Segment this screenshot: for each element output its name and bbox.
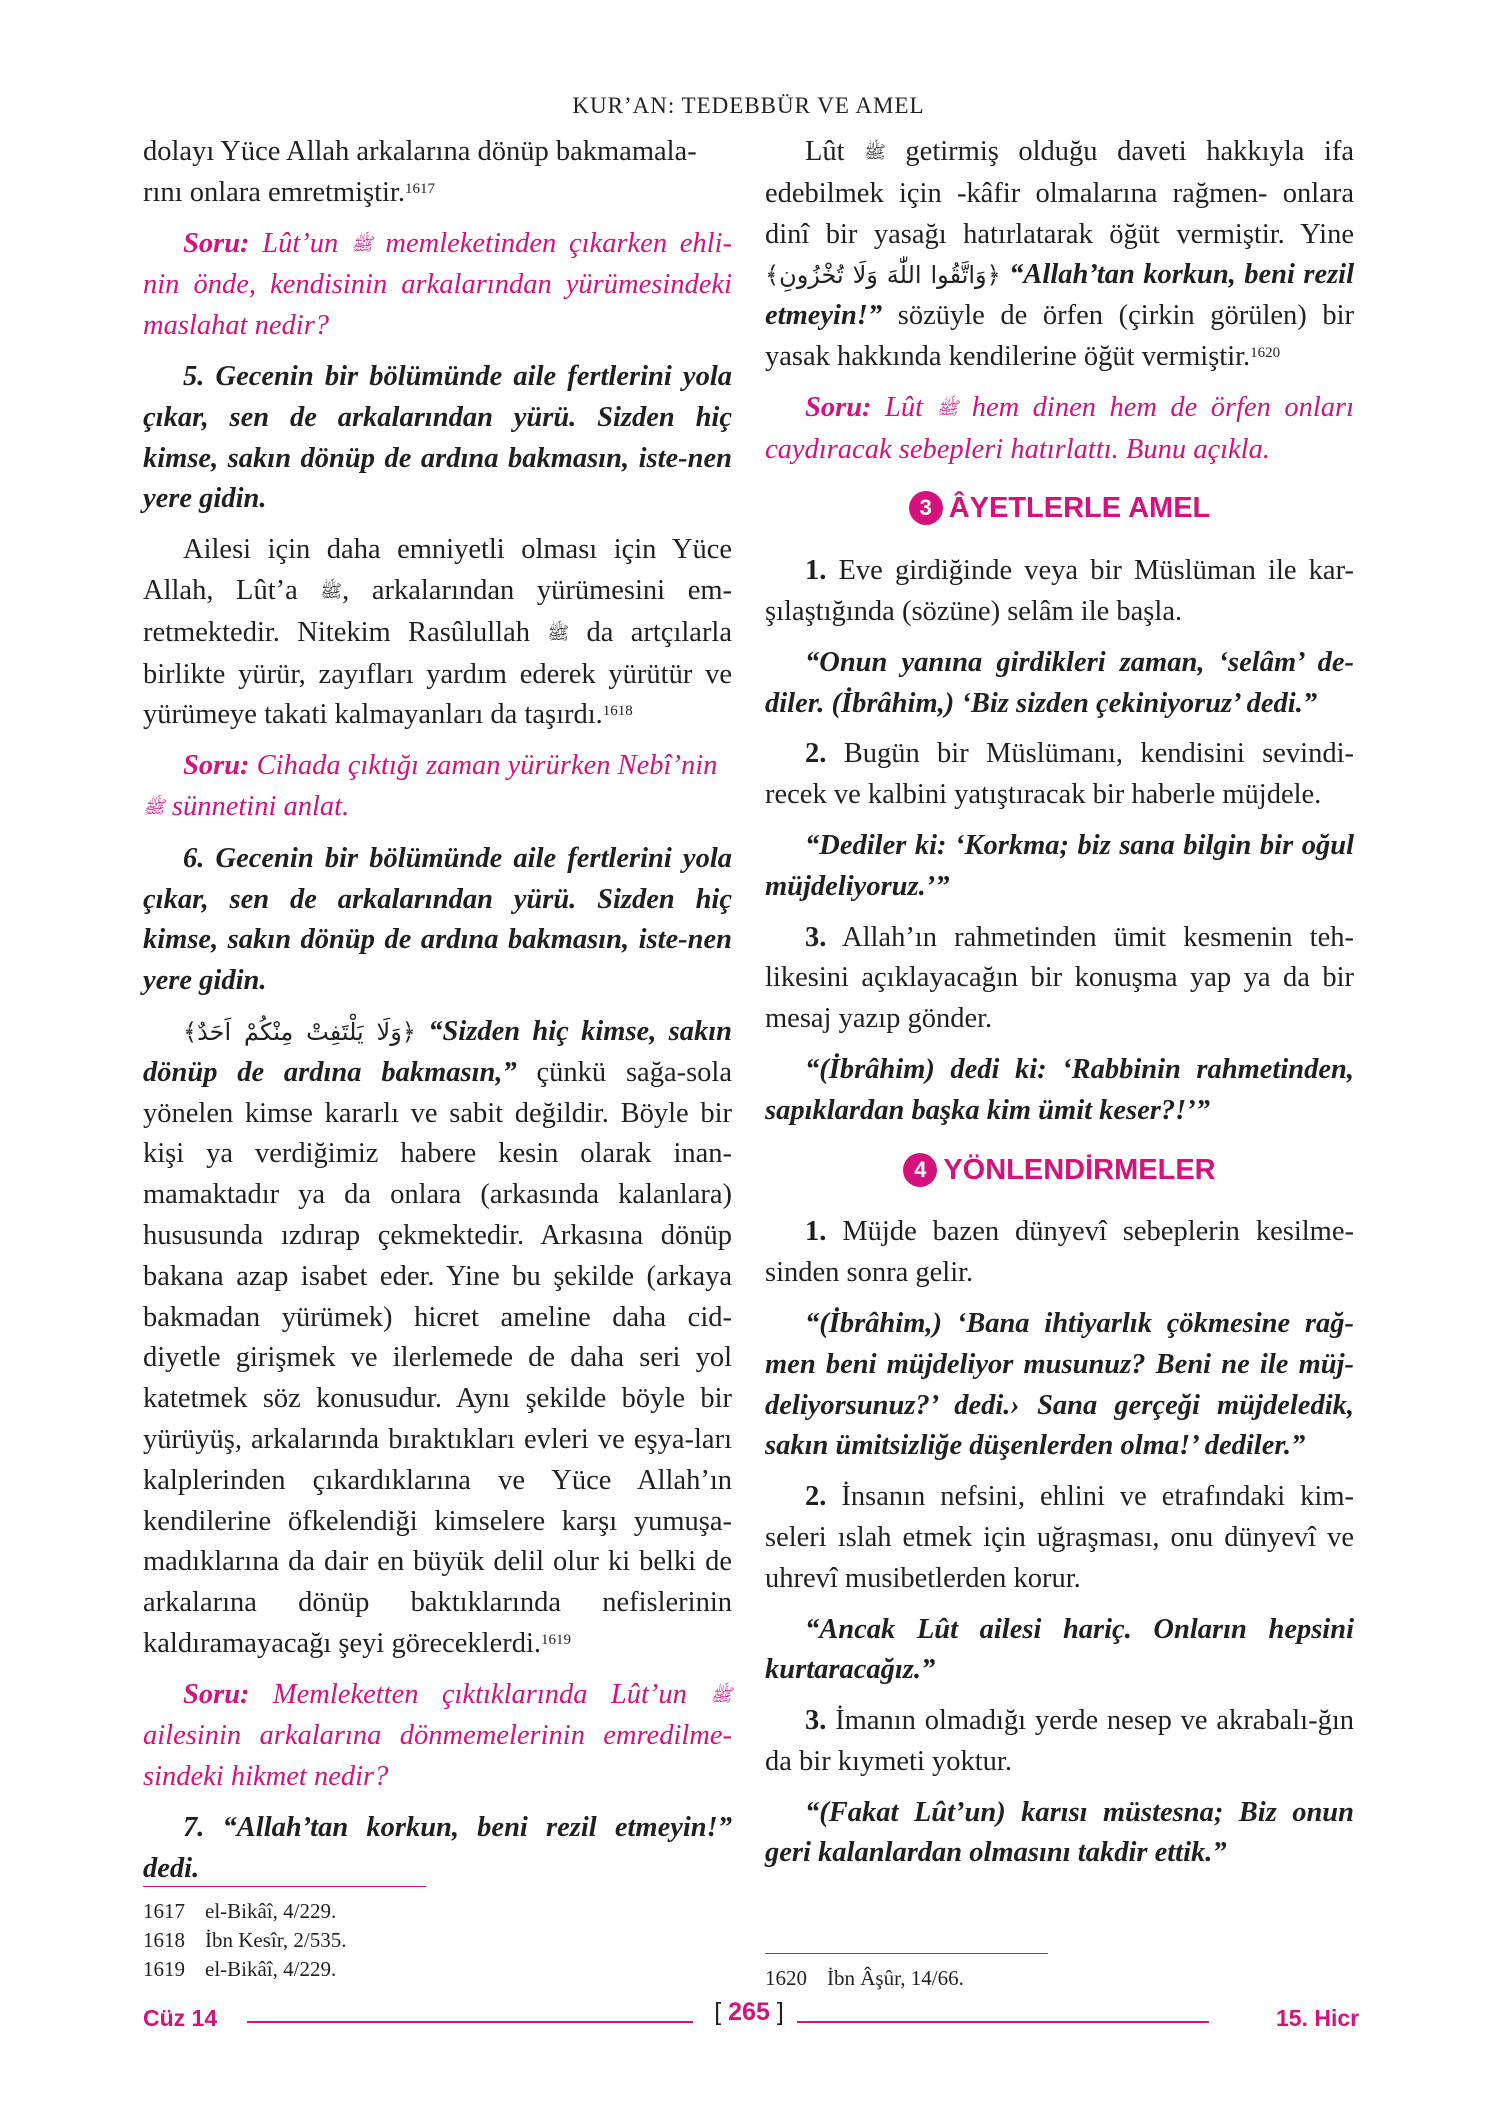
footnote-ref: 1617	[404, 180, 435, 197]
question: Soru: Memleketten çıktıklarında Lût’un ﷺ ailesinin arkalarına dönmemelerinin emredilme-sindeki hikmet nedir?	[143, 1678, 733, 1793]
section-number-badge: 3	[909, 491, 943, 525]
section-heading: 4 YÖNLENDİRMELER	[765, 1150, 1354, 1191]
salawat-icon: ﷺ	[710, 1684, 733, 1706]
question: Soru: Cihada çıktığı zaman yürürken Nebî’nin ﷺ sünnetini anlat.	[143, 750, 718, 822]
salawat-icon: ﷺ	[350, 233, 373, 255]
footnote: 1618 İbn Kesîr, 2/535.	[143, 1928, 347, 1952]
footer-rule-left	[247, 2021, 693, 2023]
verse-quote: “(İbrâhim,) ‘Bana ihtiyarlık çökmesine rağ-men beni müjdeliyor musunuz? Beni ne ile müj-deliyorsunuz?’ dedi.› Sana gerçeği müjdeledik, sakın ümitsizliğe düşenlerden olma!’ dediler.”	[765, 1307, 1354, 1462]
list-item: 1. Müjde bazen dünyevî sebeplerin kesilme-sinden sonra gelir.	[765, 1216, 1354, 1289]
arabic-verse: ﴿وَلَا يَلْتَفِتْ مِنْكُمْ اَحَدٌ﴾	[183, 1017, 416, 1046]
footnote-rule	[765, 1953, 1048, 1954]
list-item: 2. İnsanın nefsini, ehlini ve etrafındaki kim-seleri ıslah etmek için uğraşması, onu dünyevî ve uhrevî musibetlerden korur.	[765, 1481, 1354, 1594]
salawat-icon: ﷺ	[143, 796, 165, 818]
section-number-badge: 4	[903, 1153, 937, 1187]
list-item: 3. İmanın olmadığı yerde nesep ve akrabalı-ğın da bir kıymeti yoktur.	[765, 1705, 1354, 1777]
verse-quote: “Onun yanına girdikleri zaman, ‘selâm’ de-diler. (İbrâhim,) ‘Biz sizden çekiniyoruz’ dedi.”	[765, 646, 1354, 719]
page-number: [ 265 ]	[714, 1998, 784, 2026]
list-item: 2. Bugün bir Müslümanı, kendisini sevindi-recek ve kalbini yatıştıracak bir haberle müjdele.	[765, 738, 1354, 811]
verse-quote: “Ancak Lût ailesi hariç. Onların hepsini kurtaracağız.”	[765, 1613, 1354, 1686]
arabic-verse: ﴿وَاتَّقُوا اللّٰهَ وَلَا تُخْزُونِ﴾	[765, 261, 1001, 290]
footnote-ref: 1619	[541, 1631, 572, 1648]
footnote-ref: 1620	[1250, 344, 1281, 361]
footer-rule-right	[797, 2021, 1209, 2023]
right-column	[765, 132, 1354, 1884]
list-item: 3. Allah’ın rahmetinden ümit kesmenin teh-likesini açıklayacağın bir konuşma yap ya da bir mesaj yazıp gönder.	[765, 921, 1354, 1035]
footnote: 1617 el-Bikâî, 4/229.	[143, 1899, 337, 1923]
footnote: 1619 el-Bikâî, 4/229.	[143, 1957, 337, 1981]
footnotes-left	[143, 1897, 346, 1984]
footnote-rule	[143, 1886, 426, 1887]
surah-label: 15. Hicr	[1276, 2005, 1360, 2031]
paragraph: Ailesi için daha emniyetli olması için Yüce Allah, Lût’a ﷺ, arkalarından yürümesini em-retmektedir. Nitekim Rasûlullah ﷺ da artçılarla birlikte yürür, zayıfları yardım ederek yürütür ve yürümeye takati kalmayanları da taşırdı.$^{1618}$	[143, 534, 733, 731]
list-item: 1. Eve girdiğinde veya bir Müslüman ile kar-şılaştığında (sözüne) selâm ile başla.	[765, 555, 1354, 627]
footnote: 1620 İbn Âşûr, 14/66.	[765, 1966, 964, 1990]
paragraph: Lût ﷺ getirmiş olduğu daveti hakkıyla ifa edebilmek için -kâfir olmalarına rağmen- onlara dinî bir yasağı hatırlatarak öğüt vermiştir. Yine ﴿وَاتَّقُوا اللّٰهَ وَلَا تُخْزُونِ﴾ “Allah’tan korkun, beni rezil etmeyin!” sözüyle de örfen (çirkin görülen) bir yasak hakkında kendilerine öğüt vermiştir.$^{1620}$	[765, 136, 1355, 372]
verse-quote: “Dediler ki: ‘Korkma; biz sana bilgin bir oğul müjdeliyoruz.’”	[765, 829, 1354, 902]
footnote-ref: 1618	[602, 703, 633, 720]
verse-heading: 7. “Allah’tan korkun, beni rezil etmeyin!” dedi.	[143, 1812, 732, 1884]
question: Soru: Lût’un ﷺ memleketinden çıkarken ehli-nin önde, kendisinin arkalarından yürümesindeki maslahat nedir?	[143, 227, 732, 342]
verse-heading: 5. Gecenin bir bölümünde aile fertlerini yola çıkar, sen de arkalarından yürü. Sizden hiç kimse, sakın dönüp de ardına bakmasın, iste-nen yere gidin.	[143, 360, 732, 515]
paragraph: dolayı Yüce Allah arkalarına dönüp bakmamala- rını onlara emretmiştir.$^{1617}$	[143, 136, 697, 208]
salawat-icon: ﷺ	[936, 397, 959, 419]
verse-heading: 6. Gecenin bir bölümünde aile fertlerini yola çıkar, sen de arkalarından yürü. Sizden hiç kimse, sakın dönüp de ardına bakmasın, iste-nen yere gidin.	[143, 842, 732, 997]
section-heading: 3 ÂYETLERLE AMEL	[765, 488, 1354, 529]
running-header: KUR’AN: TEDEBBÜR VE AMEL	[572, 93, 925, 118]
left-column	[143, 132, 732, 1900]
salawat-icon: ﷺ	[547, 622, 570, 644]
verse-quote: “(Fakat Lût’un) karısı müstesna; Biz onun geri kalanlardan olmasını takdir ettik.”	[765, 1796, 1354, 1869]
salawat-icon: ﷺ	[864, 142, 886, 163]
salawat-icon: ﷺ	[320, 580, 343, 602]
juz-label: Cüz 14	[143, 2005, 218, 2031]
paragraph: ﴿وَلَا يَلْتَفِتْ مِنْكُمْ اَحَدٌ﴾ “Sizden hiç kimse, sakın dönüp de ardına bakmasın,” çünkü sağa-sola yönelen kimse kararlı ve sabit değildir. Böyle bir kişi ya verdiğimiz habere kesin olarak inan-mamaktadır ya da onlara (arkasında kalanlara) hususunda ızdırap çekmektedir. Arkasına dönüp bakana azap isabet eder. Yine bu şekilde (arkaya bakmadan yürümek) hicret ameline daha cid-diyetle girişmek ve ilerlemede de daha seri yol katetmek söz konusudur. Aynı şekilde böyle bir yürüyüş, arkalarında bıraktıkları evleri ve eşya-ları kalplerinden çıkardıklarına ve Yüce Allah’ın kendilerine öfkelendiği kimselere karşı yumuşa-madıklarına da dair en büyük delil olur ki belki de arkalarına dönüp baktıklarında nefislerinin kaldıramayacağı şeyi göreceklerdi.$^{1619}$	[143, 1015, 733, 1659]
footnotes-right	[765, 1964, 964, 1993]
verse-quote: “(İbrâhim) dedi ki: ‘Rabbinin rahmetinden, sapıklardan başka kim ümit keser?!’”	[765, 1053, 1354, 1126]
question: Soru: Lût ﷺ hem dinen hem de örfen onları caydıracak sebepleri hatırlattı. Bunu açıkla.	[765, 391, 1355, 465]
